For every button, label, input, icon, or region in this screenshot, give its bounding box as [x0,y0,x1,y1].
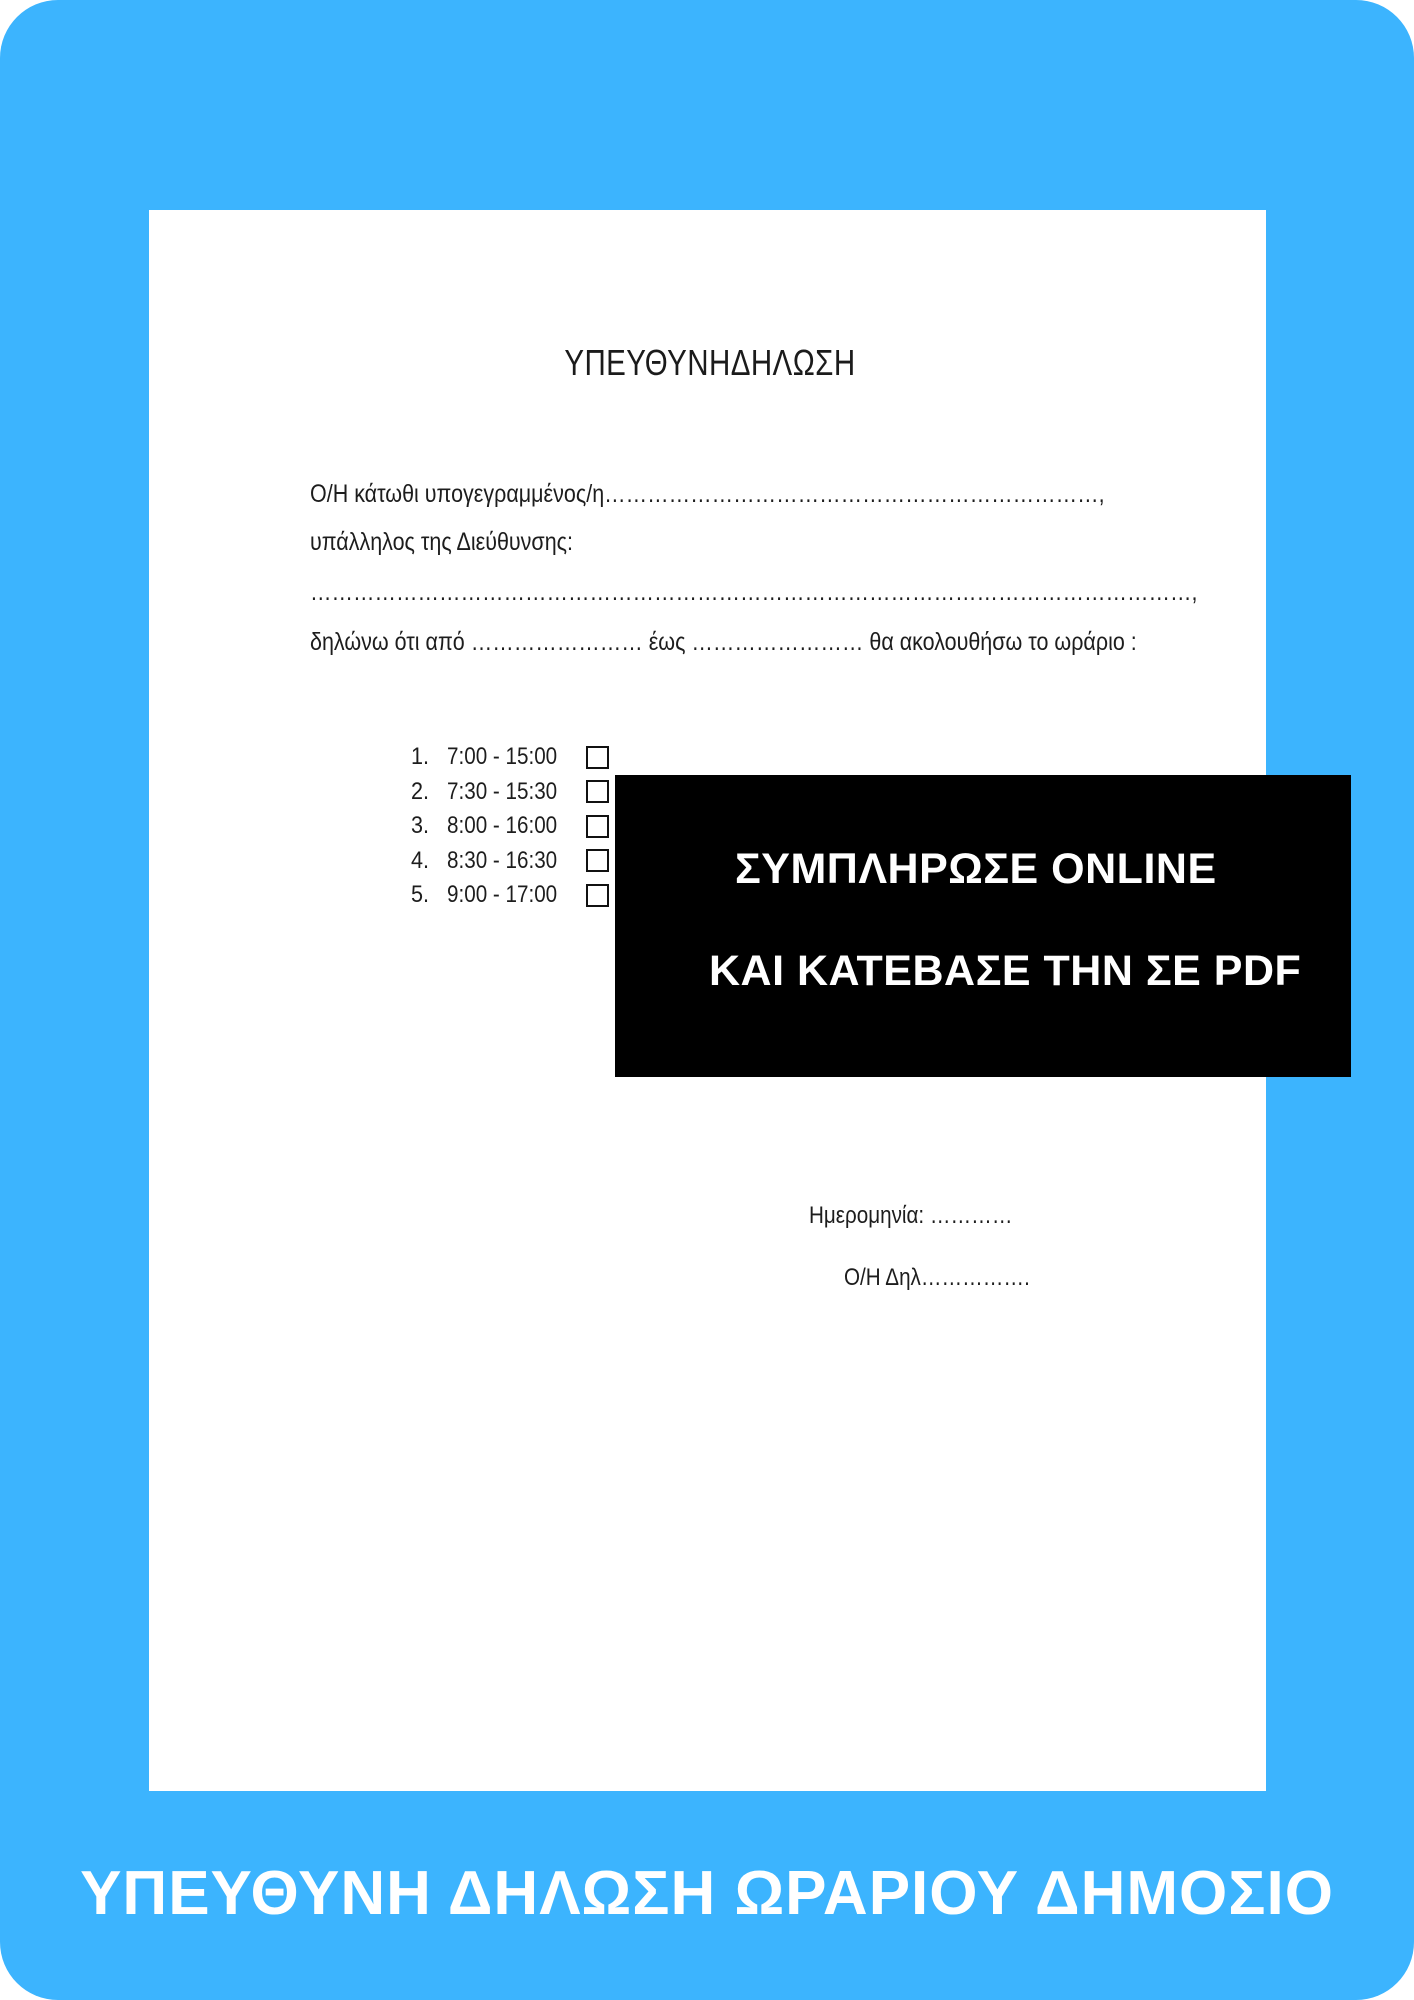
option-number: 3. [411,812,430,840]
schedule-option-3 [411,809,609,844]
signature-field: Ο/Η Δηλ……………. [844,1264,1030,1291]
option-number: 5. [411,881,430,909]
cta-line-2: ΚΑΙ ΚΑΤΕΒΑΣΕ ΤΗΝ ΣΕ PDF [709,947,1302,995]
option-number: 4. [411,846,430,874]
schedule-option-2 [411,775,609,810]
footer-title: ΥΠΕΥΘΥΝΗ ΔΗΛΩΣΗ ΩΡΑΡΙΟΥ ΔΗΜΟΣΙΟ [80,1859,1334,1928]
option-checkbox-1[interactable] [586,746,609,769]
period-line: δηλώνω ότι από …………………… έως …………………… θα ακολουθήσω το ωράριο : [310,628,1137,656]
declarant-line: Ο/Η κάτωθι υπογεγραμμένος/η……………………………………………………………, [310,480,1105,508]
option-checkbox-2[interactable] [586,780,609,803]
fill-online-button[interactable] [615,775,1351,1077]
option-time: 8:30 - 16:30 [447,846,558,874]
option-checkbox-4[interactable] [586,849,609,872]
date-field: Ημερομηνία: ………… [809,1202,1013,1229]
schedule-option-5 [411,878,609,913]
document-title: ΥΠΕΥΘΥΝΗΔΗΛΩΣΗ [564,342,856,383]
option-number: 2. [411,777,430,805]
option-time: 7:30 - 15:30 [447,777,558,805]
directorate-dotted-line: ……………………………………………………………………………………………………………, [310,578,1198,606]
option-checkbox-3[interactable] [586,815,609,838]
option-time: 7:00 - 15:00 [447,743,558,771]
option-time: 9:00 - 17:00 [447,881,558,909]
schedule-option-1 [411,740,609,775]
option-checkbox-5[interactable] [586,884,609,907]
cta-line-1: ΣΥΜΠΛΗΡΩΣΕ ONLINE [735,845,1217,893]
directorate-label: υπάλληλος της Διεύθυνσης: [310,528,573,556]
option-time: 8:00 - 16:00 [447,812,558,840]
option-number: 1. [411,743,430,771]
schedule-options-list [411,740,609,913]
schedule-option-4 [411,844,609,879]
